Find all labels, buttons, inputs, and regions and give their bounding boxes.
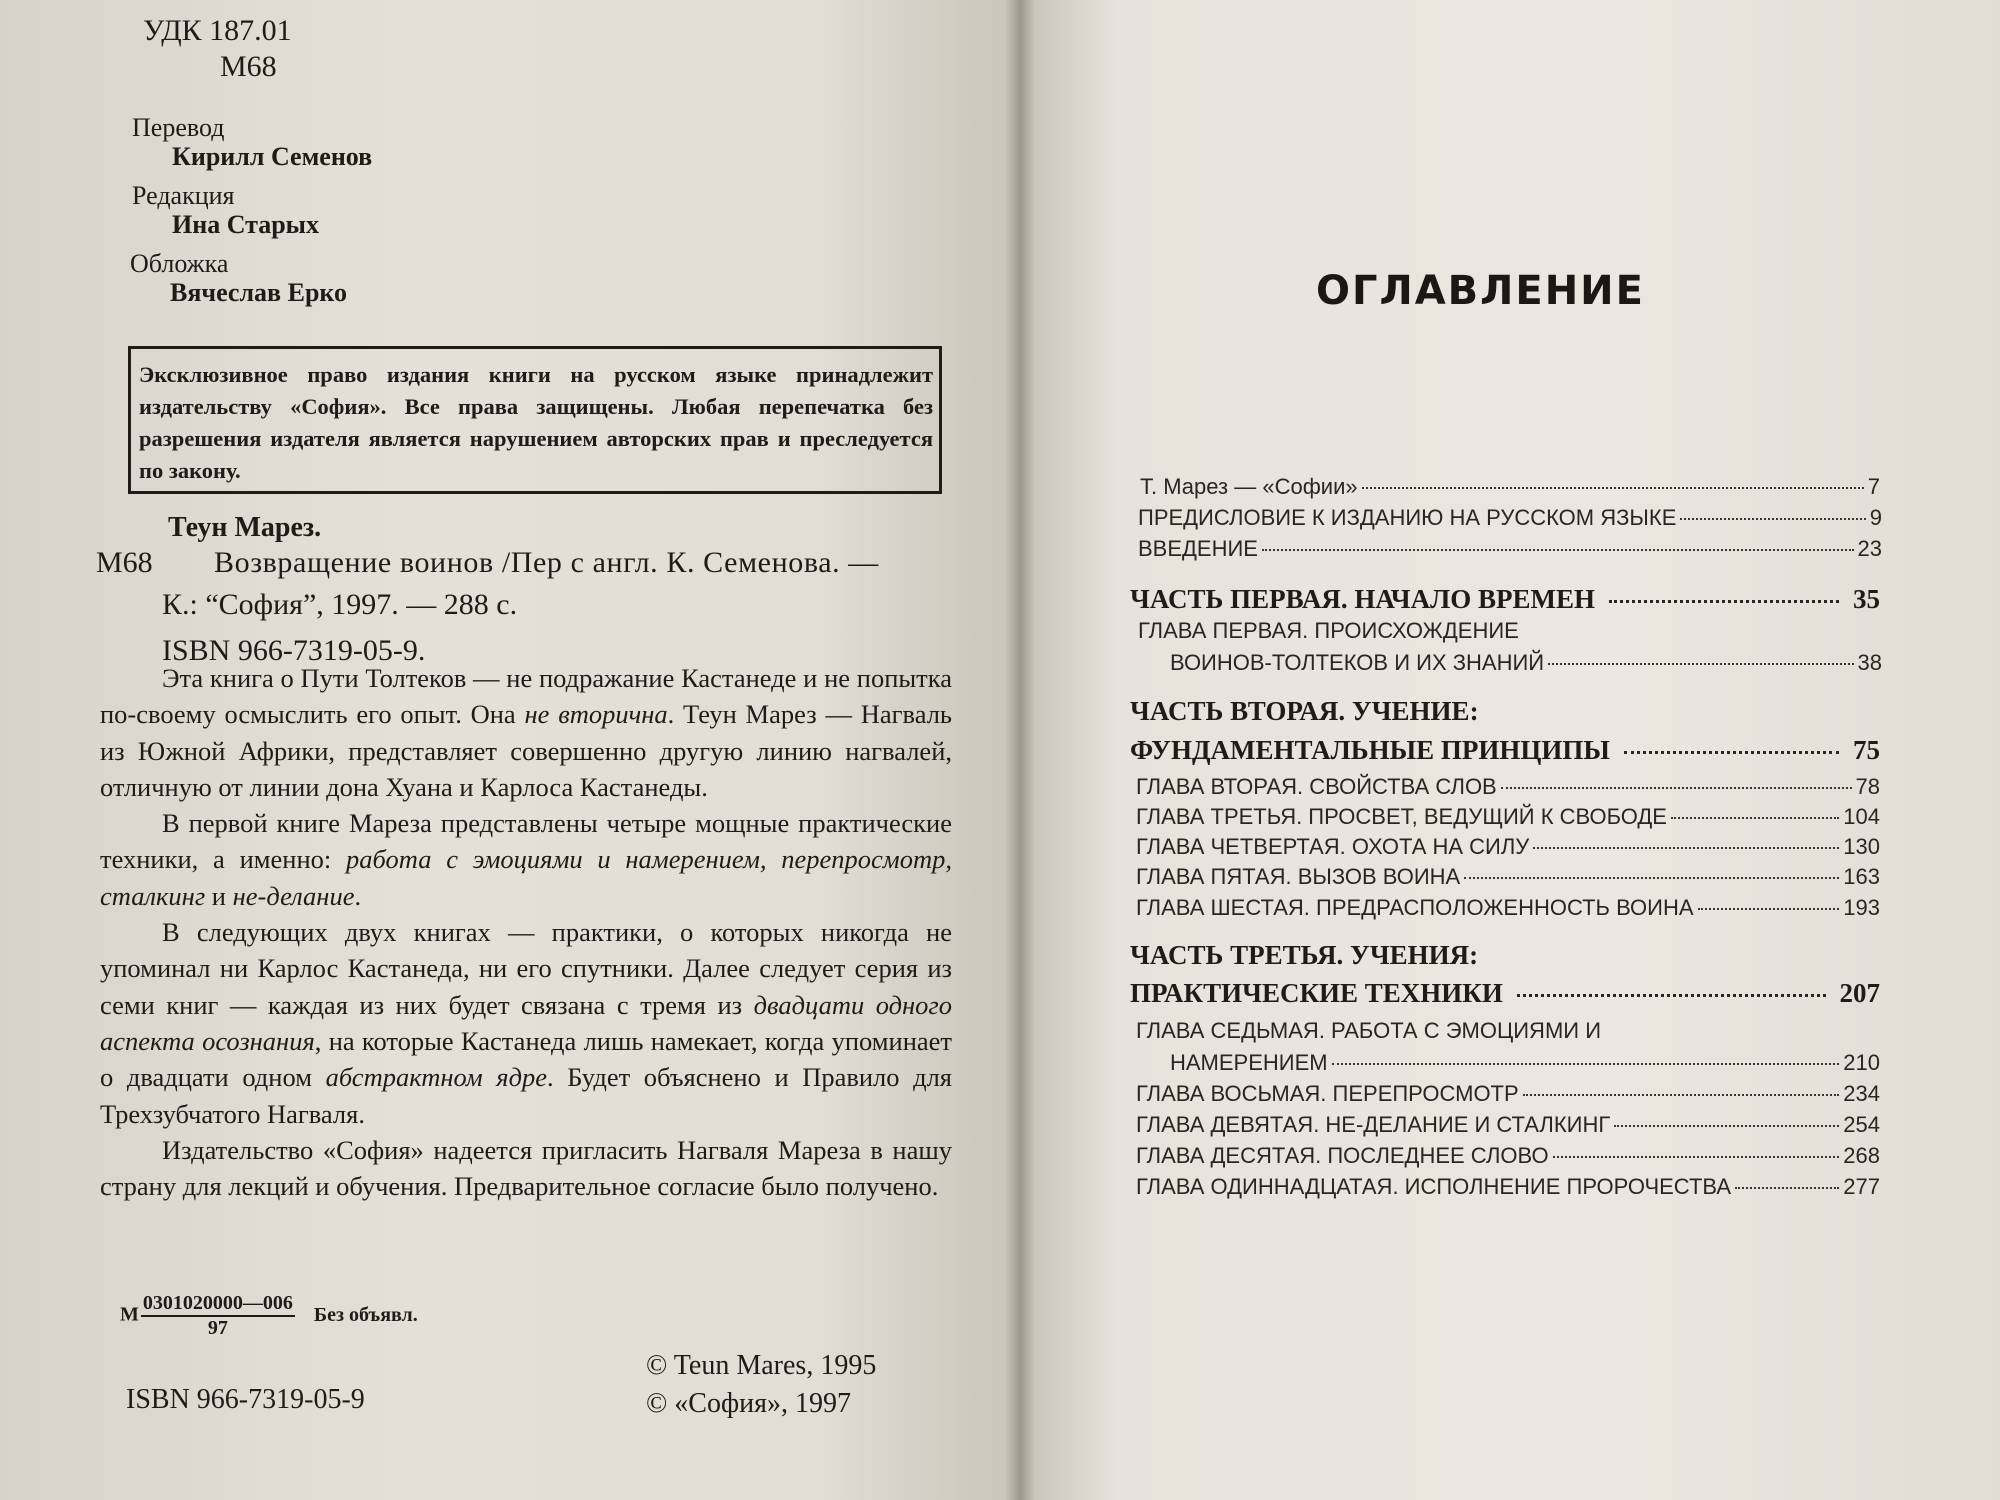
toc-entry[interactable]: ГЛАВА ОДИННАДЦАТАЯ. ИСПОЛНЕНИЕ ПРОРОЧЕСТВА 277 [1136,1174,1880,1199]
credit-role-cover: Обложка [130,249,229,278]
annotation-paragraph: В следующих двух книгах — практики, о которых никогда не упоминал ни Карлос Кастанеда, ни его спутники. Далее следует серия из семи книг — каждая из них будет связана с тремя из двадцати одного аспекта осознания, на которые Кастанеда лишь намекает, когда упоминает о двадцати одном абстрактном ядре. Будет объяснено и Правило для Трехзубчатого Нагваля. [100,917,953,1129]
toc-chapter-7[interactable]: НАМЕРЕНИЕМ 210 [1170,1050,1880,1075]
toc-entry[interactable]: ГЛАВА ВТОРАЯ. СВОЙСТВА СЛОВ 78 [1136,774,1880,799]
toc-chapter-1[interactable]: ВОИНОВ-ТОЛТЕКОВ И ИХ ЗНАНИЙ 38 [1170,650,1882,675]
credit-role-editing: Редакция [132,181,235,210]
annotation-text [100,660,952,1204]
toc-entry[interactable]: ВВЕДЕНИЕ 23 [1138,536,1882,561]
toc-title: ОГЛАВЛЕНИЕ [1316,268,1645,314]
catalog-code: М68 [96,546,153,579]
credit-role-translation: Перевод [132,113,225,142]
toc-entry[interactable]: ГЛАВА ДЕВЯТАЯ. НЕ-ДЕЛАНИЕ И СТАЛКИНГ 254 [1136,1112,1880,1137]
price-code-fraction: $\frac{0301020000—006}{97}$ [142,1292,293,1339]
catalog-author: Теун Марез. [168,512,322,543]
annotation-paragraph: В первой книге Мареза представлены четыре мощные практические техники, а именно: работа с эмоциями и намерением, перепросмотр, сталкинг и не-делание. [100,808,952,911]
copyright-notice-box: Эксклюзивное право издания книги на русском языке принадлежит издательству «София». Все права защищены. Любая перепечатка без разрешения издателя является нарушением авторских прав и преследуется по закону. [128,346,942,494]
isbn-bottom: ISBN 966-7319-05-9 [126,1384,365,1415]
annotation-paragraph: Эта книга о Пути Толтеков — не подражание Кастанеде и не попытка по-своему осмыслить его опыт. Она не вторична. Теун Марез — Нагваль из Южной Африки, представляет совершенно другую линию нагвалей, отличную от линии дона Хуана и Карлоса Кастанеды. [100,663,953,802]
price-note: Без объявл. [313,1303,418,1326]
udk-line: УДК 187.01 [143,14,292,47]
toc-entry[interactable]: ПРЕДИСЛОВИЕ К ИЗДАНИЮ НА РУССКОМ ЯЗЫКЕ 9 [1138,505,1882,530]
copyright-author: © Teun Mares, 1995 [646,1350,877,1381]
catalog-isbn-line: ISBN 966-7319-05-9. [162,634,426,667]
annotation-paragraph: Издательство «София» надеется пригласить Нагваля Мареза в нашу страну для лекций и обучения. Предварительное согласие было получено. [100,1134,952,1202]
toc-entry[interactable]: ГЛАВА ТРЕТЬЯ. ПРОСВЕТ, ВЕДУЩИЙ К СВОБОДЕ 104 [1136,804,1880,829]
toc-entry[interactable]: ГЛАВА ВОСЬМАЯ. ПЕРЕПРОСМОТР 234 [1136,1081,1880,1106]
credit-name-cover: Вячеслав Ерко [170,278,348,307]
toc-entry[interactable]: ГЛАВА ДЕСЯТАЯ. ПОСЛЕДНЕЕ СЛОВО 268 [1136,1143,1880,1168]
credit-name-translation: Кирилл Семенов [172,142,373,171]
copyright-publisher: © «София», 1997 [646,1388,851,1419]
toc-chapter-1-line1[interactable]: ГЛАВА ПЕРВАЯ. ПРОИСХОЖДЕНИЕ [1138,618,1519,643]
toc-part-1[interactable]: ЧАСТЬ ПЕРВАЯ. НАЧАЛО ВРЕМЕН 35 [1130,584,1880,614]
toc-entry[interactable]: Т. Марез — «Софии» 7 [1140,474,1880,499]
toc-chapter-7-line1[interactable]: ГЛАВА СЕДЬМАЯ. РАБОТА С ЭМОЦИЯМИ И [1136,1018,1602,1043]
toc-part-2[interactable]: ФУНДАМЕНТАЛЬНЫЕ ПРИНЦИПЫ 75 [1130,735,1880,765]
book-gutter [1005,0,1035,1500]
toc-entry[interactable]: ГЛАВА ЧЕТВЕРТАЯ. ОХОТА НА СИЛУ 130 [1136,834,1880,859]
toc-part-3[interactable]: ПРАКТИЧЕСКИЕ ТЕХНИКИ 207 [1130,978,1880,1008]
toc-part-2-line1[interactable]: ЧАСТЬ ВТОРАЯ. УЧЕНИЕ: [1130,696,1479,726]
catalog-title-line: Возвращение воинов /Пер с англ. К. Семенова. — [214,546,879,579]
catalog-publisher-line: К.: “София”, 1997. — 288 с. [162,588,518,621]
toc-part-3-line1[interactable]: ЧАСТЬ ТРЕТЬЯ. УЧЕНИЯ: [1130,940,1479,970]
udk-code: М68 [220,50,277,83]
toc-entry[interactable]: ГЛАВА ПЯТАЯ. ВЫЗОВ ВОИНА 163 [1136,864,1880,889]
toc-entry[interactable]: ГЛАВА ШЕСТАЯ. ПРЕДРАСПОЛОЖЕННОСТЬ ВОИНА 193 [1136,895,1880,920]
price-code: М $\frac{0301020000—006}{97}$ Без объявл. [120,1292,418,1339]
credit-name-editing: Ина Старых [172,210,319,239]
